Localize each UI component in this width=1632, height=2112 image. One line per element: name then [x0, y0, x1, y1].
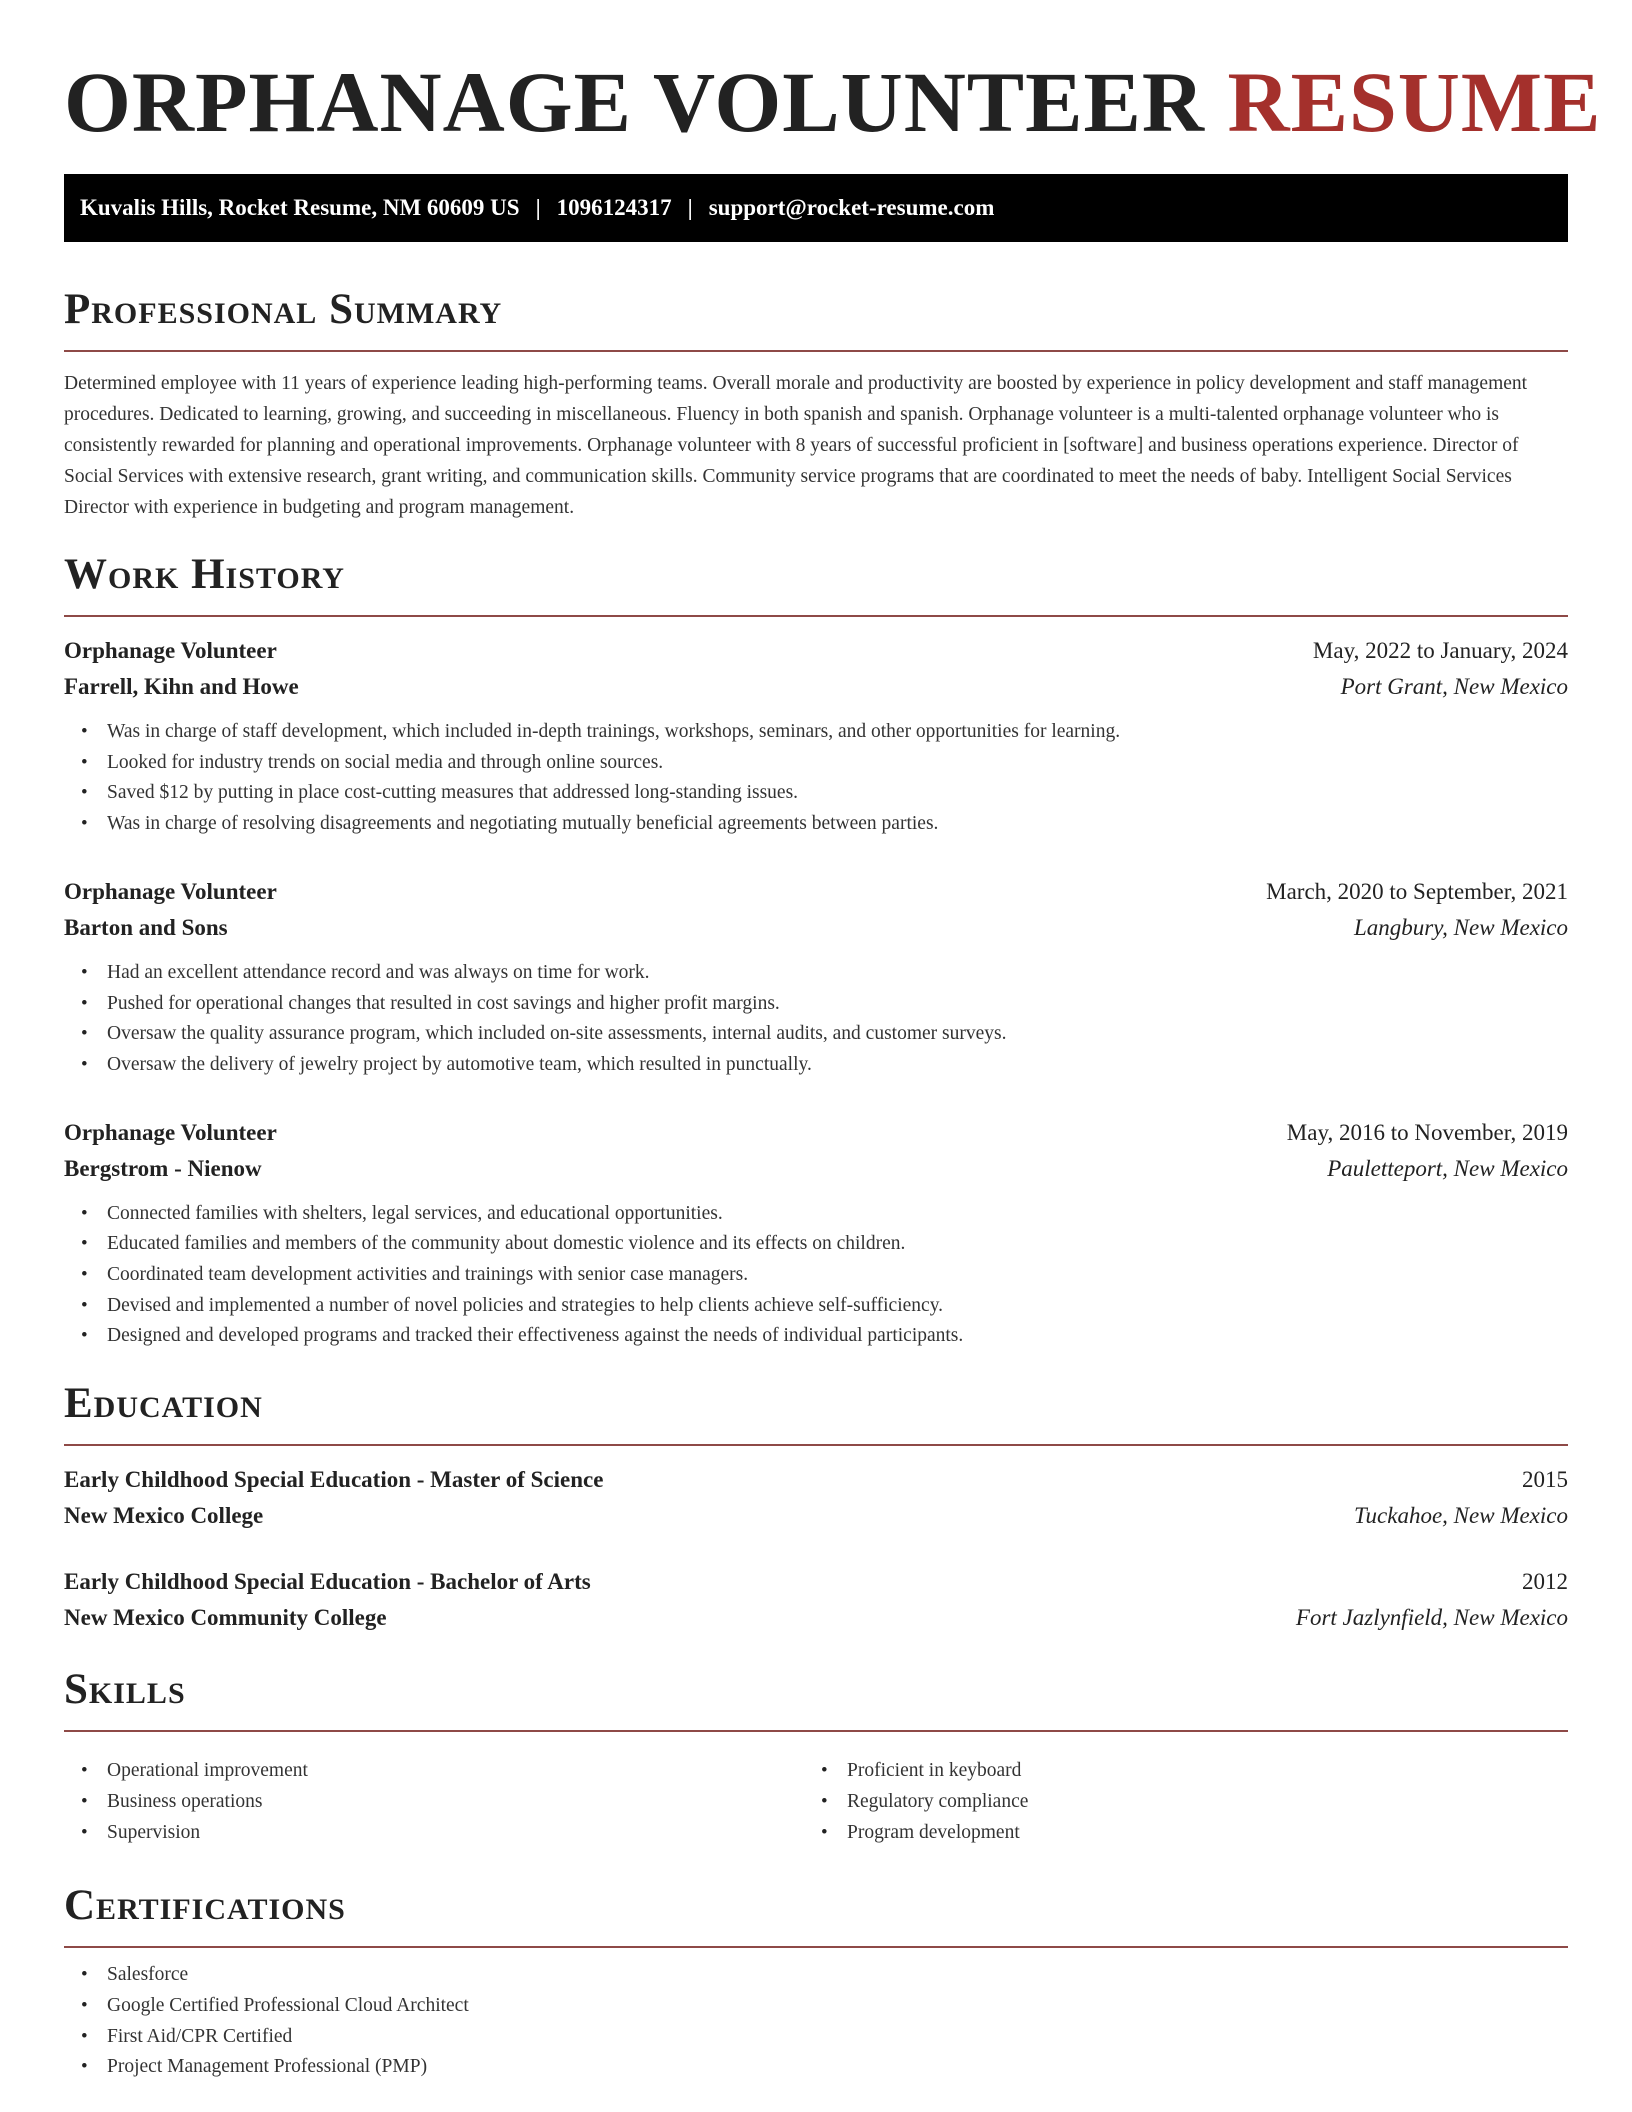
- skill-item: • Business operations: [107, 1787, 804, 1818]
- skill-item: • Regulatory compliance: [847, 1787, 1544, 1818]
- job-company: Bergstrom - Nienow: [64, 1155, 262, 1181]
- job-entry: [64, 633, 1568, 840]
- skill-item: • Proficient in keyboard: [847, 1756, 1544, 1787]
- section-heading-summary: Professional Summary: [64, 286, 503, 333]
- skills-section: [64, 1666, 1568, 1848]
- education-school: New Mexico Community College: [64, 1605, 387, 1631]
- contact-separator: |: [535, 195, 541, 220]
- education-entry: [64, 1564, 1568, 1636]
- job-title: Orphanage Volunteer: [64, 878, 277, 904]
- work-history-section: [64, 551, 1568, 1352]
- education-section: [64, 1380, 1568, 1636]
- summary-section: [64, 286, 1568, 523]
- contact-email: support@rocket-resume.com: [708, 195, 995, 220]
- certification-item: • Google Certified Professional Cloud Architect: [107, 1991, 1568, 2022]
- list-item: • Looked for industry trends on social media and through online sources.: [107, 748, 1568, 779]
- job-bullets: [64, 958, 1568, 1081]
- title-main: ORPHANAGE VOLUNTEER: [64, 54, 1205, 150]
- list-item: • Educated families and members of the community about domestic violence and its effects on children.: [107, 1229, 1568, 1260]
- education-entry: [64, 1462, 1568, 1534]
- list-item: • Oversaw the delivery of jewelry project by automotive team, which resulted in punctually.: [107, 1050, 1568, 1081]
- list-item: • Oversaw the quality assurance program, which included on-site assessments, internal audits, and customer surveys.: [107, 1019, 1568, 1050]
- list-item: • Designed and developed programs and tracked their effectiveness against the needs of individual participants.: [107, 1321, 1568, 1352]
- section-divider: [64, 615, 1568, 617]
- job-entry: [64, 874, 1568, 1081]
- section-divider: [64, 1946, 1568, 1948]
- list-item: • Had an excellent attendance record and was always on time for work.: [107, 958, 1568, 989]
- contact-bar: [64, 174, 1568, 242]
- job-location: Langbury, New Mexico: [1354, 914, 1568, 940]
- list-item: • Connected families with shelters, legal services, and educational opportunities.: [107, 1199, 1568, 1230]
- skills-list-right: [804, 1756, 1544, 1848]
- job-dates: March, 2020 to September, 2021: [1266, 878, 1568, 904]
- job-dates: May, 2022 to January, 2024: [1312, 638, 1568, 663]
- skill-item: • Supervision: [107, 1818, 804, 1849]
- summary-text: Determined employee with 11 years of experience leading high-performing teams. Overall morale and productivity are boosted by experience in policy development and staff management procedures. Dedicated to learning, growing, and succeeding in miscellaneous. Fluency in both spanish and spanish. Orphanage volunteer is a multi-talented orphanage volunteer who is consistently rewarded for planning and operational improvements. Orphanage volunteer with 8 years of successful proficient in [software] and business operations experience. Director of Social Services with extensive research, grant writing, and communication skills. Community service programs that are coordinated to meet the needs of baby. Intelligent Social Services Director with experience in budgeting and program management.: [64, 373, 1528, 518]
- education-year: 2015: [1522, 1467, 1568, 1493]
- section-heading-education: Education: [64, 1380, 263, 1428]
- education-location: Tuckahoe, New Mexico: [1354, 1503, 1568, 1529]
- job-company: Barton and Sons: [64, 914, 228, 940]
- job-entry: [64, 1115, 1568, 1353]
- job-bullets: [64, 717, 1568, 840]
- certification-item: • Project Management Professional (PMP): [107, 2052, 1568, 2083]
- section-divider: [64, 1444, 1568, 1446]
- job-location: Port Grant, New Mexico: [1340, 674, 1568, 699]
- list-item: • Coordinated team development activities and trainings with senior case managers.: [107, 1260, 1568, 1291]
- skill-item: • Program development: [847, 1818, 1544, 1849]
- job-title: Orphanage Volunteer: [64, 1119, 277, 1145]
- certifications-section: [64, 1882, 1568, 2083]
- contact-address: Kuvalis Hills, Rocket Resume, NM 60609 US: [80, 195, 520, 220]
- list-item: • Was in charge of staff development, which included in-depth trainings, workshops, seminars, and other opportunities for learning.: [107, 717, 1568, 748]
- section-divider: [64, 350, 1568, 352]
- section-divider: [64, 1730, 1568, 1732]
- job-company: Farrell, Kihn and Howe: [64, 674, 299, 699]
- job-location: Pauletteport, New Mexico: [1327, 1155, 1568, 1181]
- education-degree: Early Childhood Special Education - Bachelor of Arts: [64, 1569, 591, 1595]
- skills-list-left: [64, 1756, 804, 1848]
- contact-separator: |: [687, 195, 693, 220]
- section-heading-work-history: Work History: [64, 551, 345, 598]
- list-item: • Pushed for operational changes that resulted in cost savings and higher profit margins.: [107, 989, 1568, 1020]
- certification-item: • Salesforce: [107, 1960, 1568, 1991]
- list-item: • Devised and implemented a number of novel policies and strategies to help clients achieve self-sufficiency.: [107, 1291, 1568, 1322]
- section-heading-certifications: Certifications: [64, 1882, 346, 1930]
- skills-grid: [64, 1744, 1568, 1848]
- resume-title: [64, 0, 1602, 150]
- list-item: • Saved $12 by putting in place cost-cutting measures that addressed long-standing issues.: [107, 778, 1568, 809]
- education-year: 2012: [1522, 1569, 1568, 1595]
- job-dates: May, 2016 to November, 2019: [1286, 1119, 1568, 1145]
- certification-item: • First Aid/CPR Certified: [107, 2022, 1568, 2053]
- list-item: • Was in charge of resolving disagreements and negotiating mutually beneficial agreements between parties.: [107, 809, 1568, 840]
- job-bullets: [64, 1199, 1568, 1353]
- education-school: New Mexico College: [64, 1503, 264, 1529]
- title-accent: RESUME: [1227, 54, 1602, 150]
- certifications-list: [64, 1960, 1568, 2083]
- contact-phone: 1096124317: [556, 195, 672, 220]
- job-title: Orphanage Volunteer: [64, 638, 277, 663]
- education-location: Fort Jazlynfield, New Mexico: [1295, 1605, 1568, 1631]
- section-heading-skills: Skills: [64, 1666, 186, 1714]
- skill-item: • Operational improvement: [107, 1756, 804, 1787]
- education-degree: Early Childhood Special Education - Master of Science: [64, 1467, 604, 1493]
